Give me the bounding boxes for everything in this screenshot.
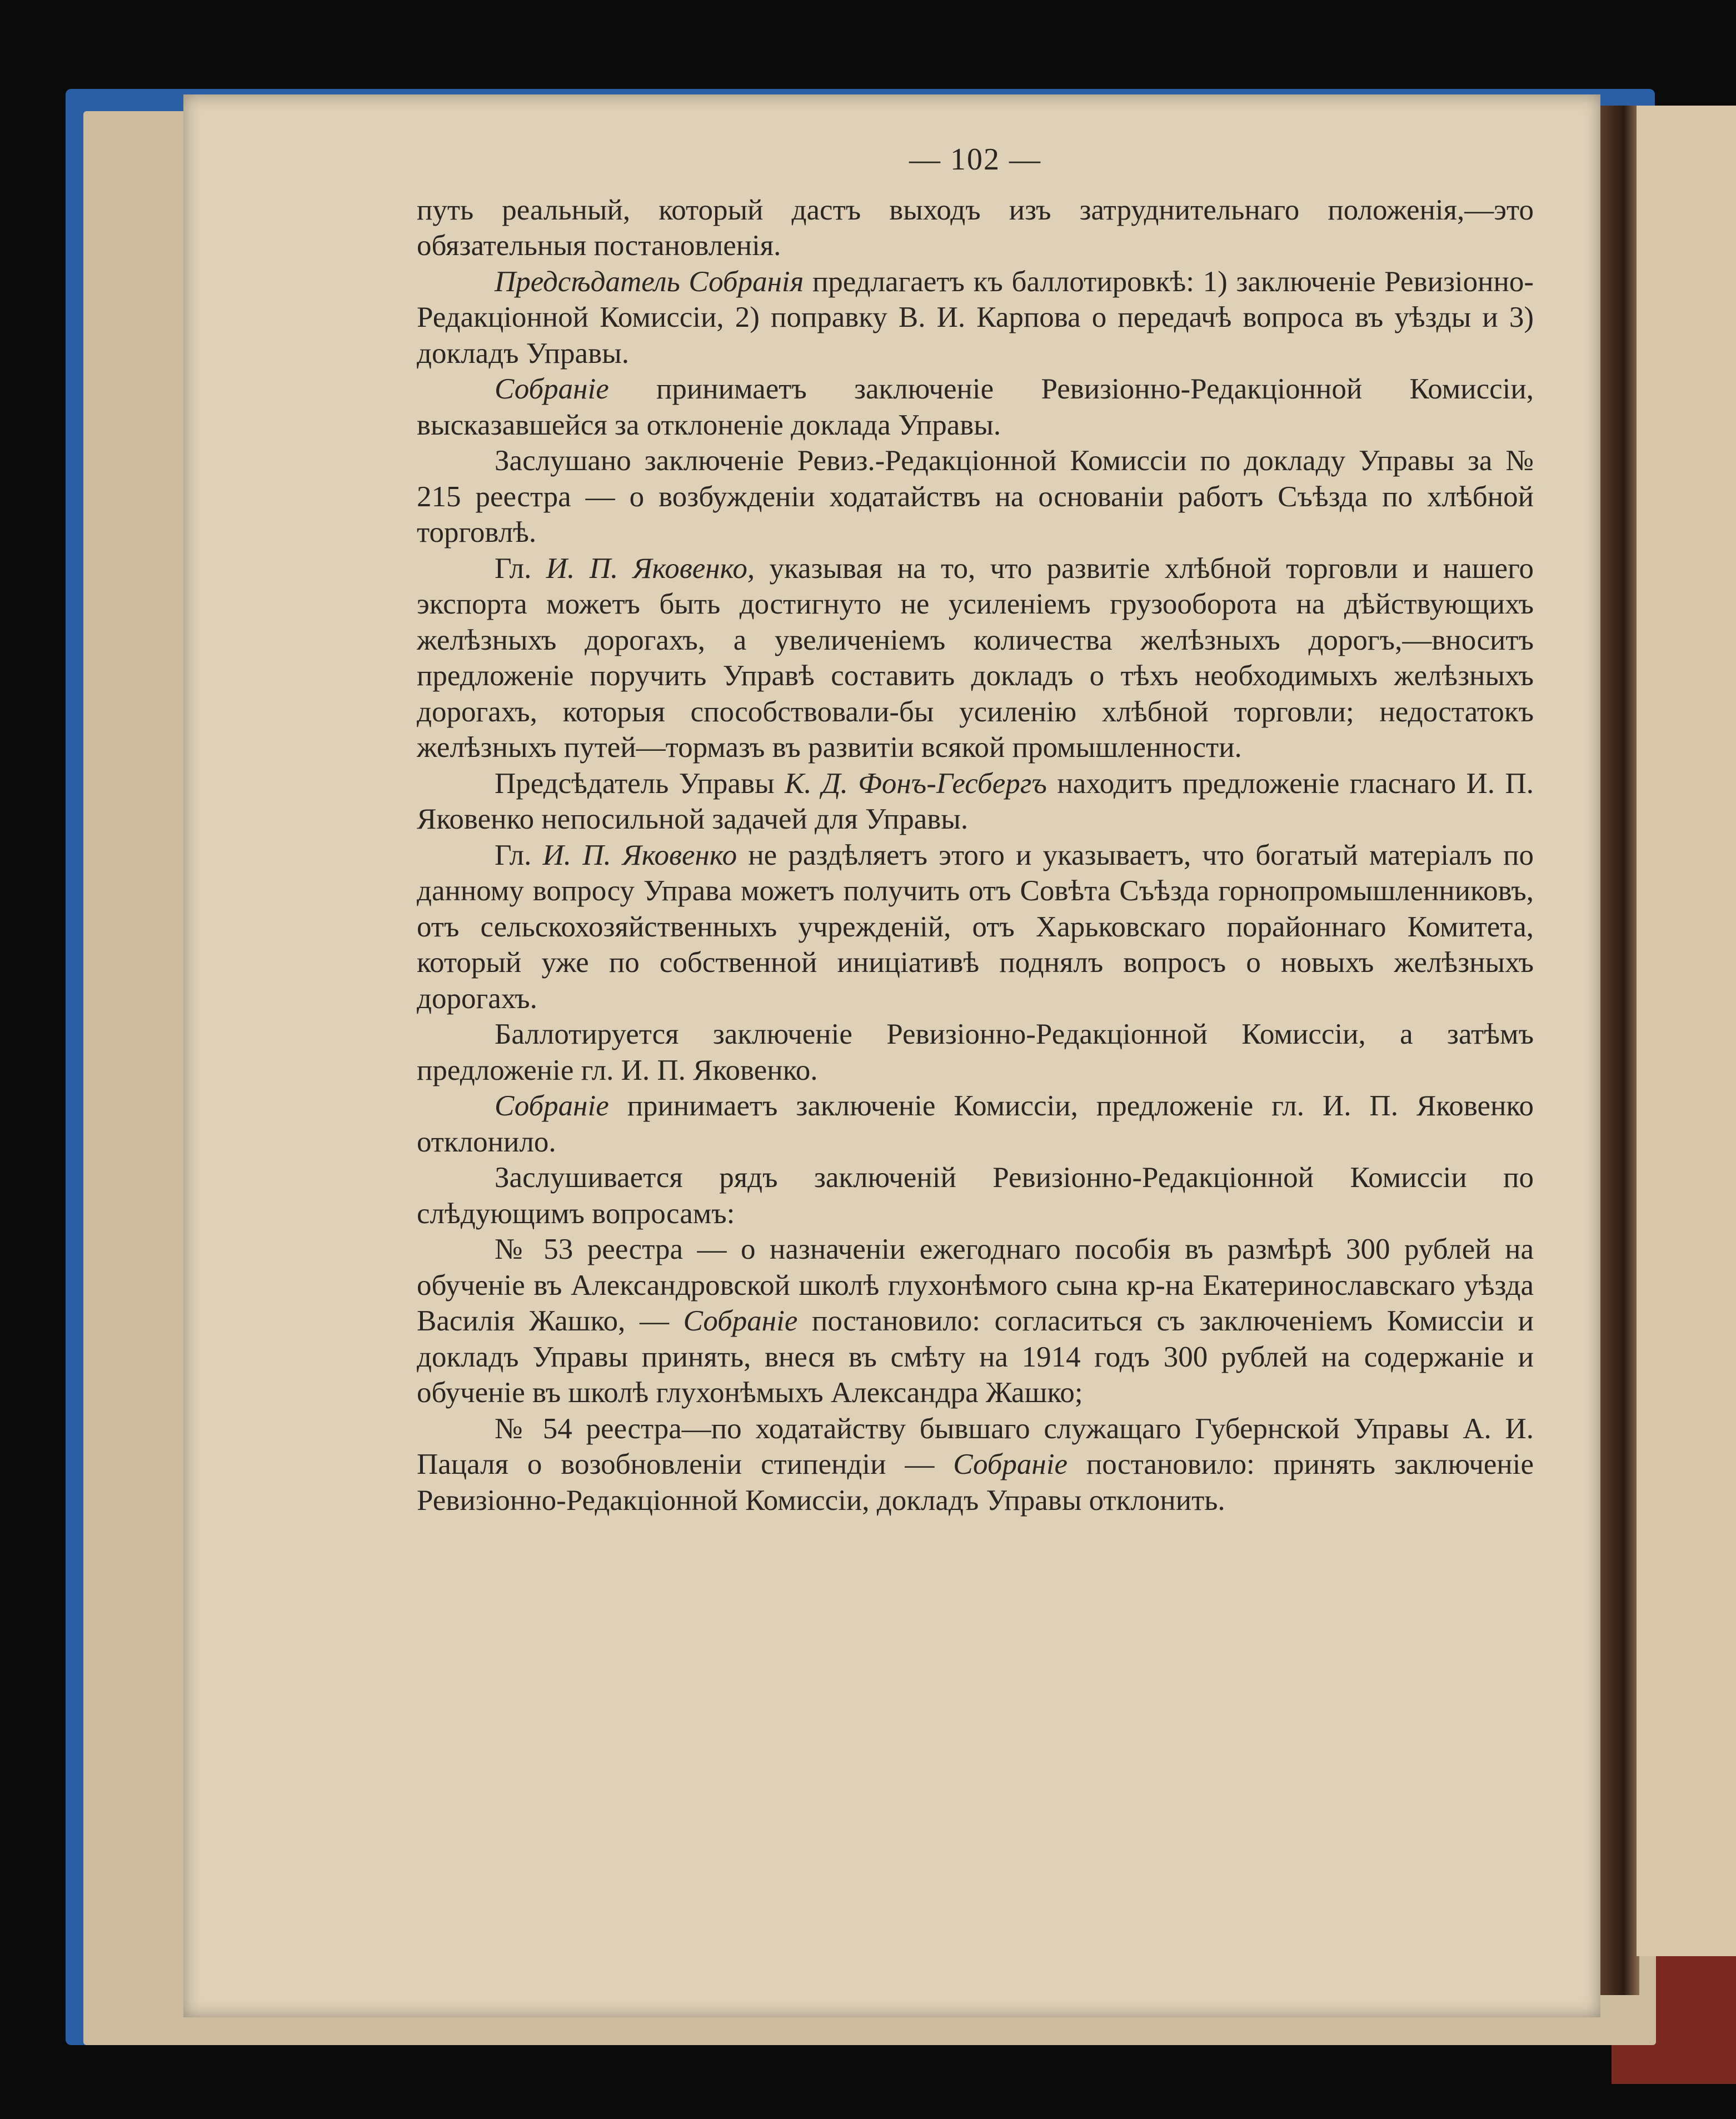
paragraph <box>417 837 1534 1017</box>
text-run: принимаетъ заключеніе Комиссіи, предложеніе гл. И. П. Яковенко отклонило. <box>417 1090 1534 1158</box>
paragraph-list <box>417 192 1534 1519</box>
italic-text: Предсѣдатель Собранія <box>495 265 804 298</box>
text-run: Гл. <box>495 839 543 871</box>
italic-text: К. Д. Фонъ-Гесбергъ <box>785 767 1047 800</box>
text-run: не раздѣляетъ этого и указываетъ, что богатый матеріалъ по данному вопросу Управа можетъ получить отъ Совѣта Съѣзда горнопромышленниковъ, отъ сельскохозяйственныхъ учрежденій, отъ Харьковскаго порайоннаго Комитета, который уже по собственной иниціативѣ поднялъ вопросъ о новыхъ желѣзныхъ дорогахъ. <box>417 839 1534 1015</box>
text-run: постановило: согласиться съ заключеніемъ Комиссіи и докладъ Управы принять, внеся въ смѣту на 1914 годъ 300 рублей на содержаніе и обученіе въ школѣ глухонѣмыхъ Александра Жашко; <box>417 1305 1534 1409</box>
text-run: предлагаетъ къ баллотировкѣ: 1) заключеніе Ревизіонно-Редакціонной Комиссіи, 2) поправку В. И. Карпова о передачѣ вопроса въ уѣзды и 3) докладъ Управы. <box>417 265 1534 370</box>
italic-text: Собраніе <box>953 1448 1067 1480</box>
italic-text: И. П. Яковенко <box>542 839 737 871</box>
italic-text: Собраніе <box>495 1090 609 1122</box>
italic-text: Собраніе <box>683 1305 798 1337</box>
page-text <box>417 142 1534 1518</box>
text-run: Баллотируется заключеніе Ревизіонно-Редакціонной Комиссіи, а затѣмъ предложеніе гл. И. П. Яковенко. <box>417 1018 1534 1086</box>
paragraph <box>417 1016 1534 1088</box>
paragraph <box>417 1411 1534 1519</box>
italic-text: Собраніе <box>495 373 609 405</box>
paragraph <box>417 551 1534 766</box>
text-run: № 53 реестра — о назначеніи ежегоднаго пособія въ размѣрѣ 300 рублей на обученіе въ Александровской школѣ глухонѣмого сына кр-на Екатеринославскаго уѣзда Василія Жашко, — <box>417 1233 1534 1337</box>
text-run: постановило: принять заключеніе Ревизіонно-Редакціонной Комиссіи, докладъ Управы отклонить. <box>417 1448 1534 1517</box>
paragraph <box>417 443 1534 551</box>
text-run: Предсѣдатель Управы <box>495 767 785 800</box>
text-run: путь реальный, который дастъ выходъ изъ затруднительнаго положенія,—это обязательныя постановленія. <box>417 193 1534 262</box>
paragraph <box>417 371 1534 443</box>
text-run: Гл. <box>495 552 546 585</box>
paragraph <box>417 192 1534 264</box>
paragraph <box>417 1231 1534 1411</box>
text-run: № 54 реестра—по ходатайству бывшаго служащаго Губернской Управы А. И. Пацаля о возобновленіи стипендіи — <box>417 1412 1534 1480</box>
text-run: Заслушано заключеніе Ревиз.-Редакціонной Комиссіи по докладу Управы за № 215 реестра — о возбужденіи ходатайствъ на основаніи работъ Съѣзда по хлѣбной торговлѣ. <box>417 445 1534 549</box>
paragraph <box>417 766 1534 837</box>
text-run: указывая на то, что развитіе хлѣбной торговли и нашего экспорта можетъ быть достигнуто не усиленіемъ грузооборота на дѣйствующихъ желѣзныхъ дорогахъ, а увеличеніемъ количества желѣзныхъ дорогъ,—вноситъ предложеніе поручить Управѣ составить докладъ о тѣхъ необходимыхъ желѣзныхъ дорогахъ, которыя способствовали-бы усиленію хлѣбной торговли; недостатокъ желѣзныхъ путей—тормазъ въ развитіи всякой промышленности. <box>417 552 1534 764</box>
text-run: находитъ предложеніе гласнаго И. П. Яковенко непосильной задачей для Управы. <box>417 767 1534 835</box>
paragraph <box>417 264 1534 372</box>
book-gutter <box>1600 106 1639 1995</box>
text-run: принимаетъ заключеніе Ревизіонно-Редакціонной Комиссіи, высказавшейся за отклоненіе доклада Управы. <box>417 373 1534 441</box>
text-run: Заслушивается рядъ заключеній Ревизіонно-Редакціонной Комиссіи по слѣдующимъ вопросамъ: <box>417 1161 1534 1230</box>
paragraph <box>417 1160 1534 1231</box>
italic-text: И. П. Яковенко, <box>546 552 755 585</box>
page-number: — 102 — <box>909 142 1041 177</box>
facing-page-edge <box>1637 106 1736 1956</box>
paragraph <box>417 1088 1534 1160</box>
